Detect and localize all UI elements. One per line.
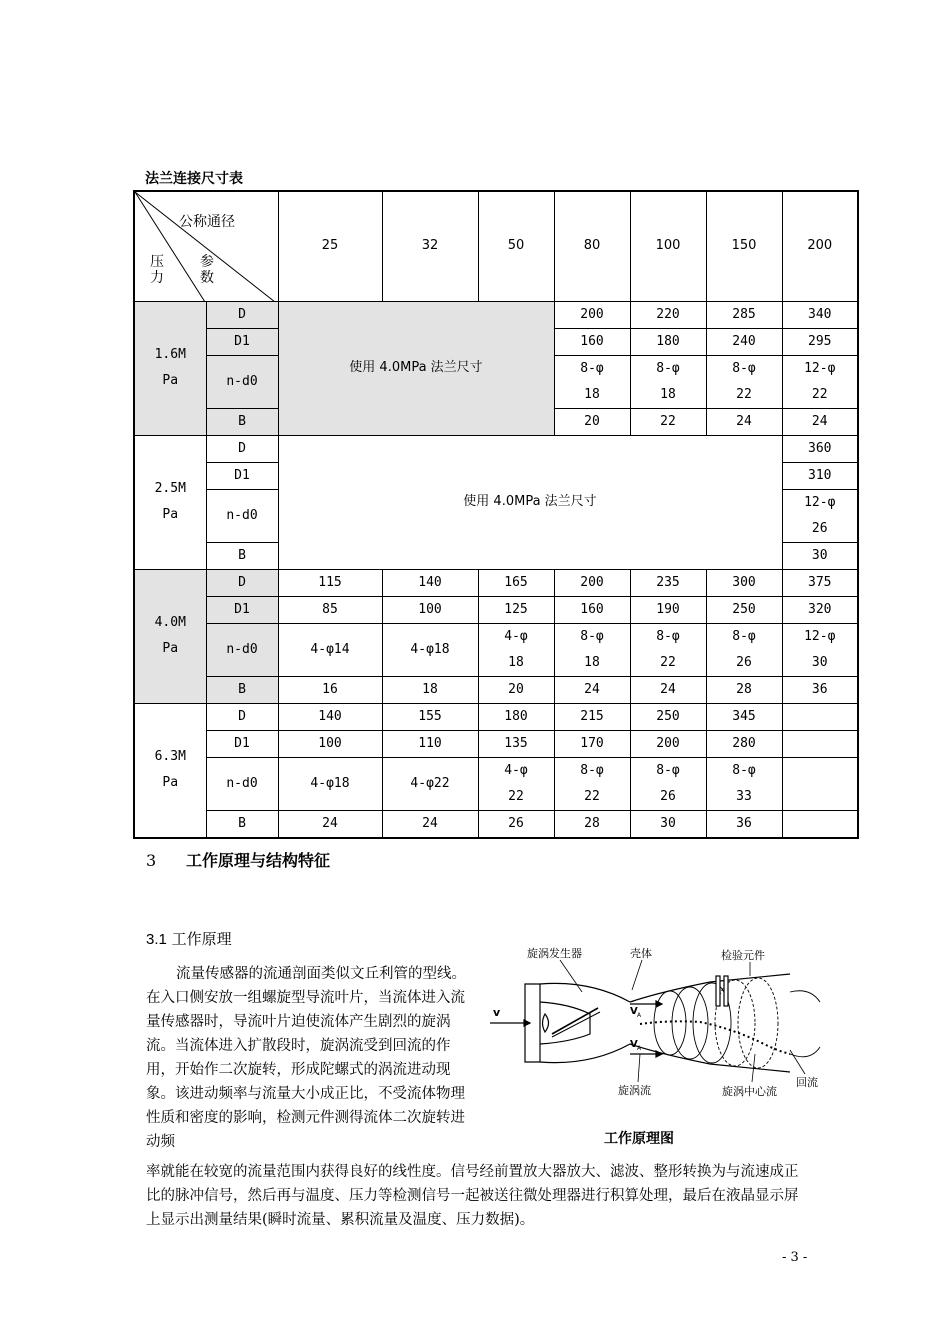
value-cell: 165 (478, 569, 554, 596)
value-cell: 235 (630, 569, 706, 596)
cell-text: 4-φ (504, 762, 528, 778)
value-cell (706, 623, 782, 676)
value-cell: 285 (706, 301, 782, 328)
pressure-cell: 2.5M Pa (134, 435, 206, 569)
value-cell: 375 (782, 569, 858, 596)
param-cell: D (206, 435, 278, 462)
section-title: 工作原理与结构特征 (186, 851, 331, 870)
value-cell: 250 (630, 703, 706, 730)
value-cell: 200 (554, 301, 630, 328)
note-cell: 使用 4.0MPa 法兰尺寸 (278, 435, 782, 569)
value-cell: 170 (554, 730, 630, 757)
value-cell: 360 (782, 435, 858, 462)
cell-text: 18 (508, 654, 524, 670)
param-cell: B (206, 676, 278, 703)
cell-text: 26 (811, 520, 828, 536)
value-cell: 18 (382, 676, 478, 703)
cell-text: 8-φ (656, 360, 680, 376)
table-title: 法兰连接尺寸表 (145, 171, 243, 187)
value-cell: 26 (478, 810, 554, 838)
cell-text: 4-φ (504, 628, 528, 644)
value-cell: 16 (278, 676, 382, 703)
value-cell: 4-φ18 (382, 623, 478, 676)
value-cell: 24 (278, 810, 382, 838)
working-principle-diagram (490, 942, 840, 1122)
value-cell (782, 703, 858, 730)
value-cell (782, 810, 858, 838)
value-cell: 135 (478, 730, 554, 757)
paragraph-text: 流量传感器的流通剖面类似文丘利管的型线。在入口侧安放一组螺旋型导流叶片，当流体进入流量传感器时，导流叶片迫使流体产生剧烈的旋涡流。当流体进入扩散段时，旋涡流受到回流的作用，开始作二次旋转，形成陀螺式的涡流进动现象。该进动频率与流量大小成正比，不受流体物理性质和密度的影响，检测元件测得流体二次旋转进动频 (146, 966, 466, 1150)
value-cell (782, 623, 858, 676)
cell-text: 8-φ (580, 360, 604, 376)
value-cell (782, 730, 858, 757)
table-row (134, 703, 858, 730)
value-cell (478, 757, 554, 810)
value-cell: 200 (630, 730, 706, 757)
col-header-dn150: 150 (706, 191, 782, 301)
value-cell: 190 (630, 596, 706, 623)
table-row (134, 301, 858, 328)
label-vortex-generator: 旋涡发生器 (527, 947, 582, 960)
value-cell: 160 (554, 596, 630, 623)
param-cell: B (206, 408, 278, 435)
label-shell: 壳体 (630, 947, 652, 960)
cell-text: 26 (736, 654, 752, 670)
col-header-dn80: 80 (554, 191, 630, 301)
value-cell (478, 623, 554, 676)
col-header-dn200: 200 (782, 191, 858, 301)
value-cell: 345 (706, 703, 782, 730)
value-cell: 28 (554, 810, 630, 838)
cell-text: 18 (584, 386, 600, 402)
label-backflow: 回流 (796, 1076, 818, 1089)
table-row (134, 623, 858, 676)
cell-text: 8-φ (656, 762, 680, 778)
label-va-top: V (630, 1006, 638, 1017)
col-header-dn50: 50 (478, 191, 554, 301)
cell-text: 22 (811, 386, 828, 402)
value-cell: 4-φ18 (278, 757, 382, 810)
value-cell: 215 (554, 703, 630, 730)
cell-text: 22 (508, 788, 524, 804)
pressure-cell: 6.3M Pa (134, 703, 206, 838)
value-cell: 155 (382, 703, 478, 730)
value-cell: 22 (630, 408, 706, 435)
value-cell: 85 (278, 596, 382, 623)
cell-text: 33 (736, 788, 752, 804)
value-cell: 100 (382, 596, 478, 623)
value-cell: 240 (706, 328, 782, 355)
param-cell: D1 (206, 730, 278, 757)
value-cell: 250 (706, 596, 782, 623)
value-cell: 36 (782, 676, 858, 703)
value-cell (554, 757, 630, 810)
value-cell: 30 (782, 542, 858, 569)
col-header-dn100: 100 (630, 191, 706, 301)
value-cell: 115 (278, 569, 382, 596)
value-cell: 280 (706, 730, 782, 757)
cell-text: 8-φ (580, 628, 604, 644)
param-cell: D (206, 301, 278, 328)
param-cell: n-d0 (206, 489, 278, 542)
col-header-dn25: 25 (278, 191, 382, 301)
value-cell (706, 355, 782, 408)
cell-text: 18 (584, 654, 600, 670)
value-cell: 340 (782, 301, 858, 328)
cell-text: 12-φ (804, 494, 836, 510)
value-cell (630, 623, 706, 676)
value-cell: 4-φ22 (382, 757, 478, 810)
value-cell: 28 (706, 676, 782, 703)
figure-caption: 工作原理图 (604, 1131, 674, 1147)
value-cell: 24 (630, 676, 706, 703)
value-cell: 110 (382, 730, 478, 757)
value-cell: 100 (278, 730, 382, 757)
value-cell (706, 757, 782, 810)
table-row (134, 569, 858, 596)
cell-text: 22 (584, 788, 600, 804)
value-cell (782, 489, 858, 542)
value-cell: 180 (478, 703, 554, 730)
value-cell: 160 (554, 328, 630, 355)
param-cell: n-d0 (206, 623, 278, 676)
pressure-cell: 4.0M Pa (134, 569, 206, 703)
cell-text: 12-φ (804, 360, 836, 376)
value-cell: 220 (630, 301, 706, 328)
param-cell: D (206, 569, 278, 596)
cell-text: 30 (811, 654, 828, 670)
cell-text: 22 (736, 386, 752, 402)
cell-text: 18 (660, 386, 676, 402)
corner-label-param: 参 数 (200, 254, 214, 286)
section-number: 3 (146, 851, 157, 870)
label-vortex-center-flow: 旋涡中心流 (722, 1085, 777, 1098)
param-cell: n-d0 (206, 757, 278, 810)
param-cell: D (206, 703, 278, 730)
subsection-heading (146, 928, 232, 949)
pressure-cell: 1.6M Pa (134, 301, 206, 435)
value-cell (782, 757, 858, 810)
param-cell: D1 (206, 328, 278, 355)
value-cell: 200 (554, 569, 630, 596)
value-cell: 36 (706, 810, 782, 838)
value-cell: 4-φ14 (278, 623, 382, 676)
value-cell: 20 (554, 408, 630, 435)
value-cell: 295 (782, 328, 858, 355)
corner-label-diameter: 公称通径 (179, 214, 235, 230)
param-cell: B (206, 810, 278, 838)
value-cell: 20 (478, 676, 554, 703)
value-cell: 24 (782, 408, 858, 435)
corner-label-pressure: 压 力 (150, 254, 164, 286)
flange-dimension-table (133, 190, 859, 839)
value-cell (630, 757, 706, 810)
value-cell: 24 (554, 676, 630, 703)
table-row (134, 810, 858, 838)
table-row (134, 596, 858, 623)
col-header-dn32: 32 (382, 191, 478, 301)
cell-text: 8-φ (732, 762, 756, 778)
value-cell: 310 (782, 462, 858, 489)
value-cell: 300 (706, 569, 782, 596)
value-cell (782, 355, 858, 408)
table-row (134, 676, 858, 703)
header-row (134, 191, 858, 301)
corner-header (134, 191, 278, 301)
section-heading (146, 848, 330, 871)
cell-text: 8-φ (732, 628, 756, 644)
value-cell: 320 (782, 596, 858, 623)
value-cell: 140 (382, 569, 478, 596)
param-cell: n-d0 (206, 355, 278, 408)
subsection-number: 3.1 (146, 931, 167, 948)
page-number: - 3 - (782, 1250, 808, 1265)
table-row (134, 730, 858, 757)
label-swirl-flow: 旋涡流 (618, 1084, 651, 1097)
value-cell: 125 (478, 596, 554, 623)
param-cell: B (206, 542, 278, 569)
param-cell: D1 (206, 596, 278, 623)
cell-text: 8-φ (656, 628, 680, 644)
table-row (134, 757, 858, 810)
label-va-top-sub: A (637, 1012, 642, 1019)
cell-text: 8-φ (732, 360, 756, 376)
param-cell: D1 (206, 462, 278, 489)
paragraph-principle-part1 (146, 962, 468, 1154)
label-va-bottom-sub: A (637, 1045, 642, 1052)
label-detector: 检验元件 (721, 949, 765, 962)
value-cell: 24 (706, 408, 782, 435)
value-cell: 30 (630, 810, 706, 838)
value-cell: 140 (278, 703, 382, 730)
note-cell: 使用 4.0MPa 法兰尺寸 (278, 301, 554, 435)
table-row (134, 435, 858, 462)
value-cell: 24 (382, 810, 478, 838)
value-cell (554, 355, 630, 408)
label-va-bottom: V (630, 1039, 638, 1050)
value-cell (630, 355, 706, 408)
cell-text: 12-φ (804, 628, 836, 644)
subsection-title: 工作原理 (171, 930, 232, 948)
value-cell: 180 (630, 328, 706, 355)
cell-text: 26 (660, 788, 676, 804)
cell-text: 8-φ (580, 762, 604, 778)
paragraph-principle-part2: 率就能在较宽的流量范围内获得良好的线性度。信号经前置放大器放大、滤波、整形转换为与流速成正比的脉冲信号，然后再与温度、压力等检测信号一起被送往微处理器进行积算处理，最后在液晶显示屏上显示出测量结果(瞬时流量、累积流量及温度、压力数据)。 (146, 1164, 799, 1228)
cell-text: 22 (660, 654, 676, 670)
value-cell (554, 623, 630, 676)
label-velocity-v: v (493, 1006, 501, 1019)
